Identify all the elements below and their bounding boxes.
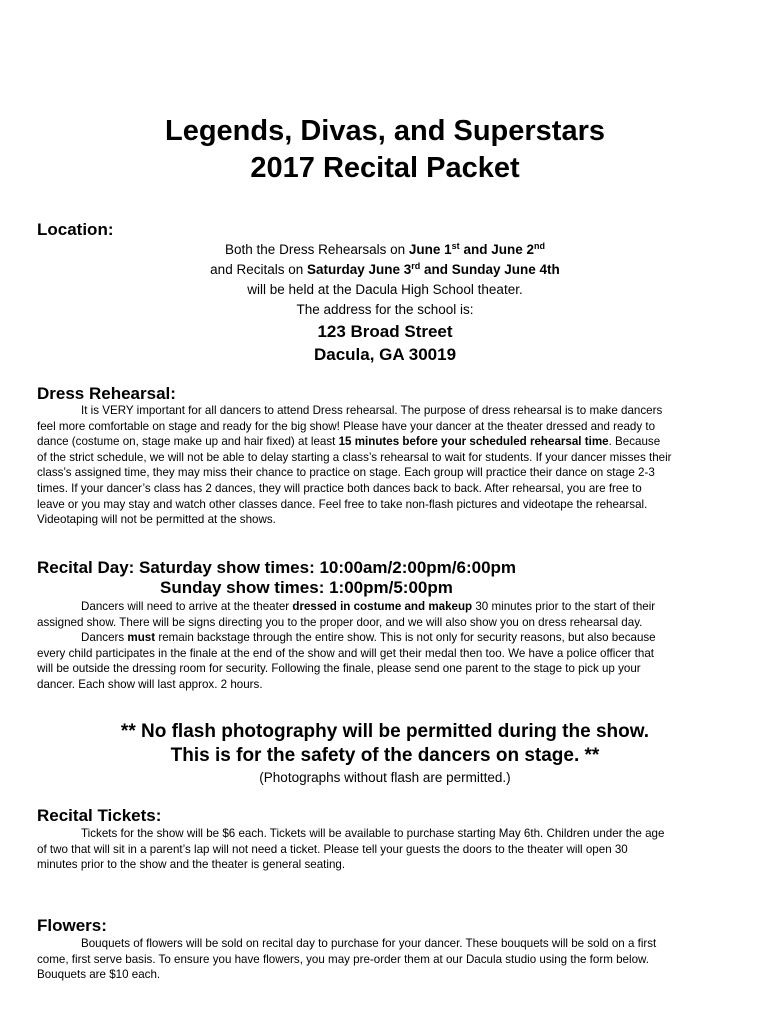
location-heading: Location:: [37, 220, 114, 239]
dress-rehearsal-heading: Dress Rehearsal:: [37, 384, 176, 403]
dress-rehearsal-paragraph: It is VERY important for all dancers to attend Dress rehearsal. The purpose of dress rehearsal is to make dancers feel more comfortable on stage and ready for the big show! Please have your dancer at the theater dressed and ready to dance (costume on, stage make up and hair fixed) at least 15 minutes before your scheduled rehearsal time. Because of the strict schedule, we will not be able to delay starting a class’s rehearsal to wait for students. If your dancer misses their class’s assigned time, they may miss their chance to practice on stage. Each group will practice their dance on stage 2-3 times. If your dancer’s class has 2 dances, they will practice both dances back to back. After rehearsal, you are free to leave or you may stay and watch other classes dance. Feel free to take non-flash pictures and videotape the rehearsal. Videotaping will not be permitted at the shows.: [37, 404, 672, 527]
notice-line-2: This is for the safety of the dancers on stage. **: [170, 745, 600, 766]
flowers-paragraph: Bouquets of flowers will be sold on recital day to purchase for your dancer. These bouquets will be sold on a first come, first serve basis. To ensure you have flowers, you may pre-order them at our Dacula studio using the form below. Bouquets are $10 each.: [37, 937, 657, 982]
notice-line-3: (Photographs without flash are permitted.): [259, 770, 511, 785]
flowers-heading: Flowers:: [37, 916, 107, 935]
recital-day-paragraph: Dancers will need to arrive at the theater dressed in costume and makeup 30 minutes prior to the start of their assigned show. There will be signs directing you to the proper door, and we will also show you on dress rehearsal day. Dancers must remain backstage through the entire show. This is not only for security reasons, but also because every child participates in the finale at the end of the show and will get their medal then too. We have a police officer that will be outside the dressing room for security. Following the finale, please send one parent to the stage to pick up your dancer. Each show will last approx. 2 hours.: [37, 600, 656, 691]
recital-day-showtimes: [37, 558, 516, 598]
recital-tickets-paragraph: Tickets for the show will be $6 each. Tickets will be available to purchase starting May 6th. Children under the age of two that will sit in a parent’s lap will not need a ticket. Please tell your guests the doors to the theater will open 30 minutes prior to the show and the theater is general seating.: [37, 827, 665, 872]
sunday-show-times: Sunday show times: 1:00pm/5:00pm: [160, 578, 453, 597]
recital-tickets-heading: Recital Tickets:: [37, 806, 162, 825]
notice-line-1: ** No flash photography will be permitted during the show.: [120, 721, 650, 742]
title-line-1: Legends, Divas, and Superstars: [165, 115, 605, 147]
title-line-2: 2017 Recital Packet: [250, 152, 520, 184]
location-line-2: and Recitals on Saturday June 3rd and Sunday June 4th: [210, 261, 560, 277]
document-title: [0, 113, 770, 187]
location-line-4: The address for the school is:: [296, 302, 474, 317]
flash-photography-notice: [0, 720, 770, 788]
location-line-3: will be held at the Dacula High School theater.: [247, 282, 523, 297]
location-block: [0, 240, 770, 366]
address-street: 123 Broad Street: [317, 322, 453, 341]
saturday-show-times: Recital Day: Saturday show times: 10:00am/2:00pm/6:00pm: [37, 558, 517, 577]
location-line-1: Both the Dress Rehearsals on June 1st and June 2nd: [225, 241, 545, 257]
address-city: Dacula, GA 30019: [313, 345, 457, 364]
